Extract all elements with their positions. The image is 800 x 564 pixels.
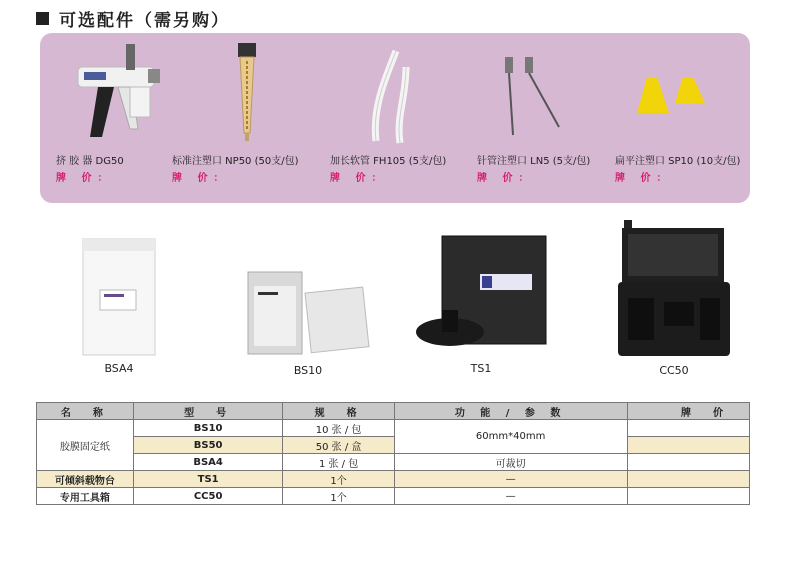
cell-function: 可裁切 [394,454,627,471]
cell-model: CC50 [133,488,283,505]
flexible-tube-image [366,47,416,147]
cell-model: BS10 [133,420,283,437]
accessory-price-label: 牌 价： [56,173,114,184]
accessories-panel [40,33,750,203]
cell-spec: 10 张 / 包 [283,420,394,437]
accessory-price-label: 牌 价： [172,173,230,184]
table-row [37,471,750,488]
header-function: 功 能 / 参 数 [394,403,627,420]
section-title [36,6,230,31]
flat-tip-image [635,73,715,123]
mixing-nozzle-image [232,41,262,146]
film-holder-paper-image [82,238,156,358]
product-bsa4 [82,238,156,378]
cell-name: 可倾斜载物台 [37,471,134,488]
product-caption: CC50 [659,364,689,377]
cell-name: 胶膜固定纸 [37,420,134,471]
cell-price [627,488,749,505]
accessory-price-label: 牌 价： [330,173,388,184]
cell-function: 60mm*40mm [394,420,627,454]
table-row [37,420,750,437]
cell-price [627,454,749,471]
accessory-name: 针管注塑口 LN5 (5支/包) [477,156,591,167]
table-row [37,488,750,505]
product-cc50 [614,218,734,380]
tilting-stage-image [414,232,548,360]
film-holder-pack-image [246,268,370,358]
header-name: 名 称 [37,403,134,420]
accessory-price-label: 牌 价： [615,173,673,184]
accessory-name: 加长软管 FH105 (5支/包) [330,156,447,167]
header-price: 牌 价 [627,403,749,420]
product-caption: BS10 [293,364,323,377]
table-row [37,437,750,454]
header-spec: 规 格 [283,403,394,420]
accessory-name: 标准注塑口 NP50 (50支/包) [172,156,299,167]
cell-spec: 1 张 / 包 [283,454,394,471]
dispenser-gun-image [70,39,165,144]
accessory-name: 挤 胶 器 DG50 [56,156,124,167]
cell-spec: 1个 [283,471,394,488]
product-caption: BSA4 [104,362,134,375]
cell-spec: 1个 [283,488,394,505]
header-model: 型 号 [133,403,283,420]
tool-case-image [614,218,734,360]
cell-model: BSA4 [133,454,283,471]
product-bs10 [246,268,370,380]
accessory-price-label: 牌 价： [477,173,535,184]
product-caption: TS1 [470,362,492,375]
cell-price [627,471,749,488]
cell-function: — [394,488,627,505]
cell-model: BS50 [133,437,283,454]
cell-spec: 50 张 / 盒 [283,437,394,454]
cell-model: TS1 [133,471,283,488]
table-header-row [37,403,750,420]
table-row [37,454,750,471]
needle-tip-image [499,53,569,143]
cell-price [627,437,749,454]
cell-name: 专用工具箱 [37,488,134,505]
spec-table [36,402,750,505]
cell-price [627,420,749,437]
accessory-name: 扁平注塑口 SP10 (10支/包) [615,156,741,167]
cell-function: — [394,471,627,488]
square-bullet-icon [36,12,49,25]
product-ts1 [414,232,548,382]
section-title-text: 可选配件（需另购） [59,11,230,31]
